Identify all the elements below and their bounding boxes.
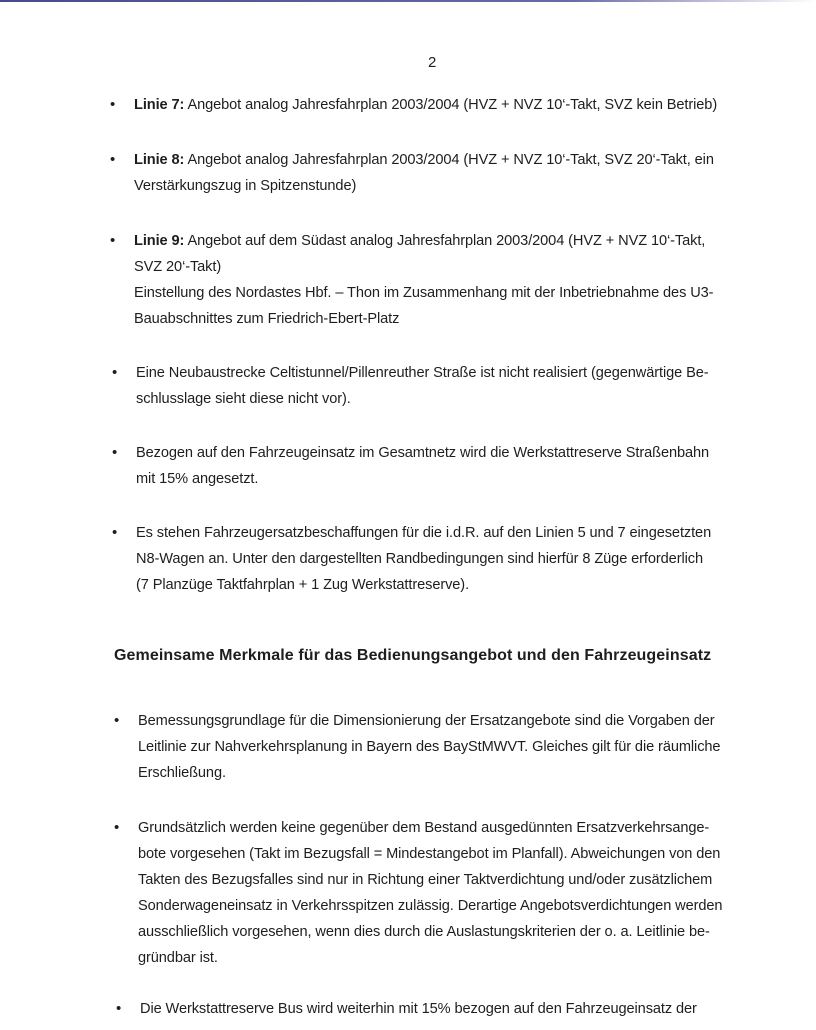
line-label: Linie 9: bbox=[134, 233, 185, 249]
list-item-neubaustrecke bbox=[112, 360, 709, 412]
line-text: Angebot analog Jahresfahrplan 2003/2004 (HVZ + NVZ 10‘-Takt, SVZ kein Betrieb) bbox=[187, 97, 718, 113]
list-item-line bbox=[134, 228, 713, 254]
line-label: Linie 7: bbox=[134, 97, 185, 113]
page-number: 2 bbox=[428, 54, 437, 71]
list-item-line: SVZ 20‘-Takt) bbox=[134, 259, 222, 275]
list-item-linie-8 bbox=[110, 147, 714, 199]
list-item-line: schlusslage sieht diese nicht vor). bbox=[136, 391, 351, 407]
list-item-linie-7 bbox=[110, 92, 718, 118]
bullet: • bbox=[116, 1000, 122, 1017]
scan-top-edge bbox=[0, 0, 816, 2]
list-item-bemessungsgrundlage bbox=[114, 708, 721, 786]
list-item-line: Es stehen Fahrzeugersatzbeschaffungen für die i.d.R. auf den Linien 5 und 7 eingesetzten bbox=[136, 525, 712, 541]
list-item-line: Grundsätzlich werden keine gegenüber dem Bestand ausgedünnten Ersatzverkehrsange- bbox=[138, 820, 710, 836]
line-text: Angebot analog Jahresfahrplan 2003/2004 (HVZ + NVZ 10‘-Takt, SVZ 20‘-Takt, ein bbox=[187, 152, 714, 168]
bullet: • bbox=[114, 712, 120, 729]
bullet: • bbox=[110, 232, 116, 249]
list-item-line bbox=[134, 92, 717, 118]
bullet: • bbox=[112, 524, 118, 541]
list-item-werkstattreserve-bus bbox=[116, 996, 697, 1022]
section-heading: Gemeinsame Merkmale für das Bedienungsangebot und den Fahrzeugeinsatz bbox=[114, 647, 712, 664]
bullet: • bbox=[114, 819, 120, 836]
bullet: • bbox=[110, 96, 116, 113]
list-item-line: Verstärkungszug in Spitzenstunde) bbox=[134, 178, 357, 194]
list-item-line: Eine Neubaustrecke Celtistunnel/Pillenreuther Straße ist nicht realisiert (gegenwärtige Be- bbox=[136, 365, 709, 381]
list-item-line: Takten des Bezugsfalles sind nur in Richtung einer Taktverdichtung und/oder zusätzlichem bbox=[138, 872, 713, 888]
bullet: • bbox=[112, 444, 118, 461]
list-item-line: Einstellung des Nordastes Hbf. – Thon im Zusammenhang mit der Inbetriebnahme des U3- bbox=[134, 285, 714, 301]
list-item-line bbox=[134, 147, 714, 173]
list-item-line: Bauabschnittes zum Friedrich-Ebert-Platz bbox=[134, 311, 400, 327]
list-item-line: Leitlinie zur Nahverkehrsplanung in Bayern des BayStMWVT. Gleiches gilt für die räumliche bbox=[138, 739, 721, 755]
line-label: Linie 8: bbox=[134, 152, 185, 168]
list-item-line: N8-Wagen an. Unter den dargestellten Randbedingungen sind hierfür 8 Züge erforderlich bbox=[136, 551, 703, 567]
list-item-line: Erschließung. bbox=[138, 765, 226, 781]
list-item-line: (7 Planzüge Taktfahrplan + 1 Zug Werkstattreserve). bbox=[136, 577, 470, 593]
list-item-line: mit 15% angesetzt. bbox=[136, 471, 259, 487]
list-item-linie-9 bbox=[110, 228, 714, 332]
list-item-line: bote vorgesehen (Takt im Bezugsfall = Mindestangebot im Planfall). Abweichungen von den bbox=[138, 846, 721, 862]
list-item-fahrzeugersatz bbox=[112, 520, 712, 598]
list-item-line: Bemessungsgrundlage für die Dimensionierung der Ersatzangebote sind die Vorgaben der bbox=[138, 713, 715, 729]
bullet: • bbox=[110, 151, 116, 168]
line-text: Angebot auf dem Südast analog Jahresfahrplan 2003/2004 (HVZ + NVZ 10‘-Takt, bbox=[187, 233, 706, 249]
list-item-line: Die Werkstattreserve Bus wird weiterhin mit 15% bezogen auf den Fahrzeugeinsatz der bbox=[140, 1001, 697, 1017]
list-item-werkstattreserve-strassenbahn bbox=[112, 440, 710, 492]
list-item-line: Bezogen auf den Fahrzeugeinsatz im Gesamtnetz wird die Werkstattreserve Straßenbahn bbox=[136, 445, 710, 461]
bullet: • bbox=[112, 364, 118, 381]
list-item-line: gründbar ist. bbox=[138, 950, 218, 966]
list-item-grundsaetzlich bbox=[114, 815, 723, 971]
list-item-line: ausschließlich vorgesehen, wenn dies durch die Auslastungskriterien der o. a. Leitlinie be- bbox=[138, 924, 710, 940]
list-item-line: Sonderwageneinsatz in Verkehrsspitzen zulässig. Derartige Angebotsverdichtungen werden bbox=[138, 898, 723, 914]
